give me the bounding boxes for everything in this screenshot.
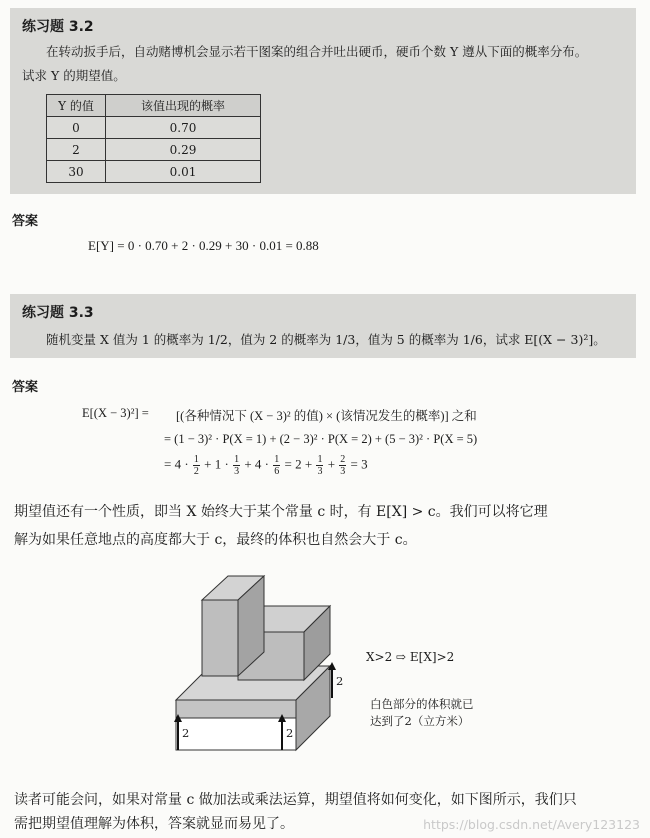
- fraction-denominator: 6: [274, 466, 280, 477]
- figure-note-line2: 达到了2（立方米）: [370, 714, 470, 728]
- paragraph-1-line2: 解为如果任意地点的高度都大于 c，最终的体积也自然会大于 c。: [14, 532, 417, 548]
- fraction-denominator: 3: [234, 466, 240, 477]
- line3-part: + 1 ·: [204, 456, 229, 472]
- paragraph-1-line1: 期望值还有一个性质，即当 X 始终大于某个常量 c 时，有 E[X] > c。我们可以将它理: [14, 504, 548, 520]
- table-header-row: [47, 95, 261, 117]
- figure-note-line1: 白色部分的体积就已: [370, 697, 474, 711]
- fraction: [316, 454, 323, 477]
- exercise-3-3-title: 练习题 3.3: [22, 305, 94, 321]
- exercise-3-3-text: 随机变量 X 值为 1 的概率为 1/2，值为 2 的概率为 1/3，值为 5 的概率为 1/6，试求 E[(X − 3)²]。: [46, 332, 606, 347]
- tall-block-front: [202, 600, 238, 676]
- fraction-numerator: 1: [317, 454, 323, 465]
- fraction-denominator: 3: [317, 466, 323, 477]
- table-cell: 0.70: [106, 117, 261, 139]
- answer-2-line3: [164, 454, 368, 477]
- line3-part: +: [327, 456, 336, 472]
- fraction-numerator: 1: [274, 454, 280, 465]
- probability-table: [46, 94, 261, 183]
- line3-part: = 2 +: [284, 456, 313, 472]
- line3-part: = 4 ·: [164, 456, 189, 472]
- table-cell: 2: [47, 139, 106, 161]
- table-header: Y 的值: [47, 95, 106, 117]
- table-cell: 30: [47, 161, 106, 183]
- answer-2-line1-lhs: E[(X − 3)²] =: [82, 406, 149, 420]
- fraction: [233, 454, 240, 477]
- fraction-denominator: 3: [340, 466, 346, 477]
- answer-1-label: 答案: [12, 214, 39, 229]
- fraction: [193, 454, 200, 477]
- line3-part: + 4 ·: [244, 456, 270, 472]
- fraction-numerator: 2: [340, 454, 346, 465]
- volume-figure: [0, 570, 650, 770]
- line3-part: = 3: [350, 456, 368, 472]
- table-header: 该值出现的概率: [106, 95, 261, 117]
- fraction: [339, 454, 346, 477]
- exercise-3-3-box: [10, 294, 636, 358]
- white-volume: [176, 718, 296, 750]
- exercise-3-2-text: 在转动扳手后，自动赌博机会显示若干图案的组合并吐出硬币，硬币个数 Y 遵从下面的概率分布。: [46, 44, 588, 59]
- fraction-numerator: 1: [193, 454, 199, 465]
- table-row: [47, 139, 261, 161]
- paragraph-2-line2: 需把期望值理解为体积，答案就显而易见了。: [14, 816, 294, 832]
- fraction-denominator: 2: [193, 466, 199, 477]
- arrow-label-middle: 2: [286, 726, 294, 740]
- table-row: [47, 117, 261, 139]
- fraction-numerator: 1: [234, 454, 240, 465]
- arrow-label-right: 2: [336, 674, 344, 688]
- table-cell: 0.01: [106, 161, 261, 183]
- answer-2-line1-rhs: [(各种情况下 (X − 3)² 的值) × (该情况发生的概率)] 之和: [176, 409, 477, 423]
- answer-2-line2: = (1 − 3)² · P(X = 1) + (2 − 3)² · P(X = 2) + (5 − 3)² · P(X = 5): [164, 432, 478, 446]
- arrow-label-left: 2: [182, 726, 190, 740]
- table-cell: 0.29: [106, 139, 261, 161]
- relation-label: X>2 ⇨ E[X]>2: [366, 650, 455, 664]
- exercise-3-2-question: 试求 Y 的期望值。: [22, 68, 126, 83]
- watermark: https://blog.csdn.net/Avery123123: [423, 817, 640, 832]
- answer-2-label: 答案: [12, 380, 39, 395]
- fraction: [273, 454, 280, 477]
- paragraph-2-line1: 读者可能会问，如果对常量 c 做加法或乘法运算，期望值将如何变化，如下图所示，我们只: [14, 792, 577, 808]
- answer-1-formula: E[Y] = 0 · 0.70 + 2 · 0.29 + 30 · 0.01 = 0.88: [88, 238, 319, 253]
- table-row: [47, 161, 261, 183]
- exercise-3-2-title: 练习题 3.2: [22, 19, 94, 35]
- exercise-3-2-box: [10, 8, 636, 194]
- table-cell: 0: [47, 117, 106, 139]
